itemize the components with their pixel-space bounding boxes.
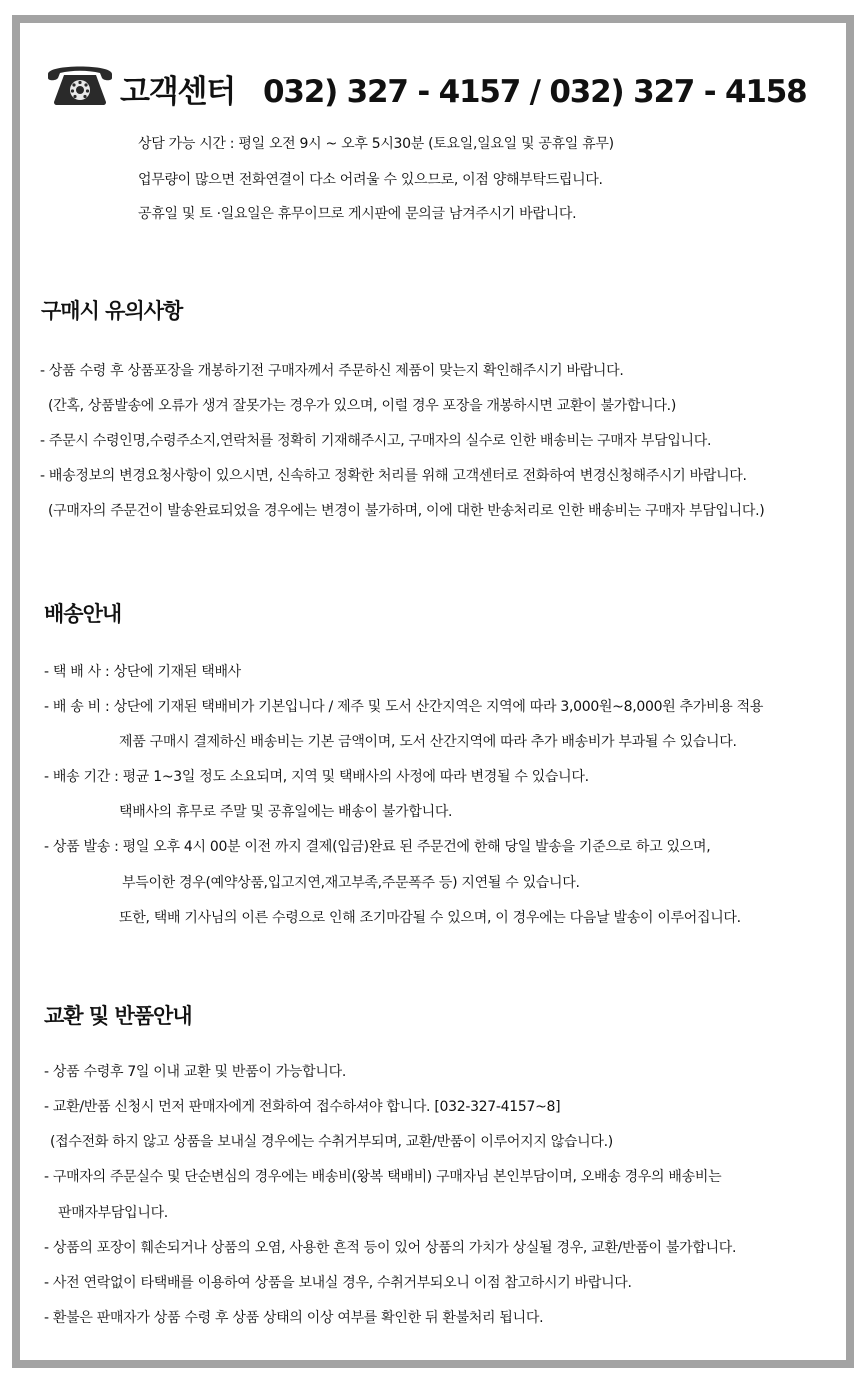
returns-item: - 상품의 포장이 훼손되거나 상품의 오염, 사용한 흔적 등이 있어 상품의 가치가 상실될 경우, 교환/반품이 불가합니다. [44,1240,737,1256]
shipping-item: 택배사의 휴무로 주말 및 공휴일에는 배송이 불가합니다. [119,804,453,820]
returns-item: - 구매자의 주문실수 및 단순변심의 경우에는 배송비(왕복 택배비) 구매자님 본인부담이며, 오배송 경우의 배송비는 [44,1169,722,1185]
purchase-note-item: - 상품 수령 후 상품포장을 개봉하기전 구매자께서 주문하신 제품이 맞는지 확인해주시기 바랍니다. [40,363,624,379]
purchase-note-item: - 주문시 수령인명,수령주소지,연락처를 정확히 기재해주시고, 구매자의 실수로 인한 배송비는 구매자 부담입니다. [40,433,712,449]
returns-item: - 교환/반품 신청시 먼저 판매자에게 전화하여 접수하셔야 합니다. [032-327-4157~8] [44,1099,561,1115]
shipping-item: 또한, 택배 기사님의 이른 수령으로 인해 조기마감될 수 있으며, 이 경우에는 다음날 발송이 이루어집니다. [119,910,741,926]
purchase-note-item: (간혹, 상품발송에 오류가 생겨 잘못가는 경우가 있으며, 이럴 경우 포장을 개봉하시면 교환이 불가합니다.) [48,398,676,414]
customer-center-label: 고객센터 [120,74,235,110]
shipping-heading: 배송안내 [44,602,122,626]
purchase-note-item: (구매자의 주문건이 발송완료되었을 경우에는 변경이 불가하며, 이에 대한 반송처리로 인한 배송비는 구매자 부담입니다.) [48,503,765,519]
shipping-item: 제품 구매시 결제하신 배송비는 기본 금액이며, 도서 산간지역에 따라 추가 배송비가 부과될 수 있습니다. [119,734,737,750]
shipping-item: - 배 송 비 : 상단에 기재된 택배비가 기본입니다 / 제주 및 도서 산간지역은 지역에 따라 3,000원~8,000원 추가비용 적용 [44,699,764,715]
cs-holiday-line: 공휴일 및 토 ·일요일은 휴무이므로 게시판에 문의글 남겨주시기 바랍니다. [138,206,577,222]
customer-center-title [120,73,807,111]
telephone-icon [44,58,116,106]
returns-heading: 교환 및 반품안내 [44,1004,192,1028]
shipping-item: - 상품 발송 : 평일 오후 4시 00분 이전 까지 결제(입금)완료 된 주문건에 한해 당일 발송을 기준으로 하고 있으며, [44,839,711,855]
returns-item: - 상품 수령후 7일 이내 교환 및 반품이 가능합니다. [44,1064,346,1080]
returns-item: (접수전화 하지 않고 상품을 보내실 경우에는 수취거부되며, 교환/반품이 이루어지지 않습니다.) [50,1134,613,1150]
returns-item: - 환불은 판매자가 상품 수령 후 상품 상태의 이상 여부를 확인한 뒤 환불처리 됩니다. [44,1310,544,1326]
shipping-item: - 택 배 사 : 상단에 기재된 택배사 [44,664,241,680]
shipping-item: 부득이한 경우(예약상품,입고지연,재고부족,주문폭주 등) 지연될 수 있습니다. [122,875,580,891]
shipping-item: - 배송 기간 : 평균 1~3일 정도 소요되며, 지역 및 택배사의 사정에 따라 변경될 수 있습니다. [44,769,589,785]
purchase-note-item: - 배송정보의 변경요청사항이 있으시면, 신속하고 정확한 처리를 위해 고객센터로 전화하여 변경신청해주시기 바랍니다. [40,468,747,484]
cs-busy-line: 업무량이 많으면 전화연결이 다소 어려울 수 있으므로, 이점 양해부탁드립니다. [138,172,603,188]
purchase-notes-heading: 구매시 유의사항 [41,299,183,323]
cs-hours-line: 상담 가능 시간 : 평일 오전 9시 ~ 오후 5시30분 (토요일,일요일 및 공휴일 휴무) [138,136,614,152]
customer-center-phones: 032) 327 - 4157 / 032) 327 - 4158 [262,74,807,110]
returns-item: 판매자부담입니다. [58,1205,168,1221]
returns-item: - 사전 연락없이 타택배를 이용하여 상품을 보내실 경우, 수취거부되오니 이점 참고하시기 바랍니다. [44,1275,632,1291]
